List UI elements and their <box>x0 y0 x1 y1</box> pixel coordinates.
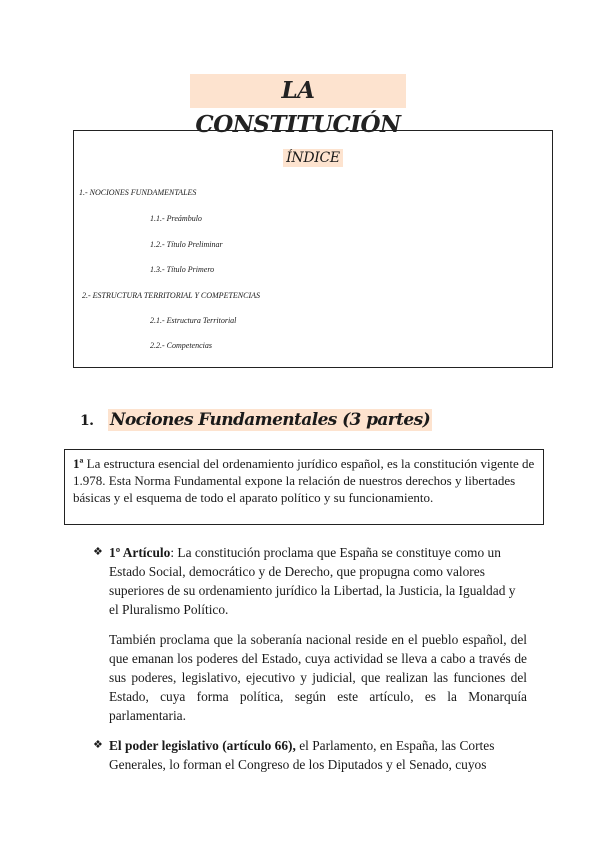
index-item: 1.3.- Título Primero <box>150 265 215 274</box>
article1-paragraph: 1º Artículo: La constitución proclama que España se constituye como un Estado Social, democrático y de Derecho, que propugna como valores superiores de su ordenamiento jurídico la Libertad, la Justicia, la Igualdad y el Pluralismo Político. <box>109 545 516 617</box>
diamond-bullet-icon: ❖ <box>93 546 103 558</box>
legislative-paragraph: El poder legislativo (artículo 66), el Parlamento, en España, las Cortes Generales, lo forman el Congreso de los Diputados y el Senado, cuyos <box>109 738 495 772</box>
intro-text: La estructura esencial del ordenamiento jurídico español, es la constitución vigente de 1.978. Esta Norma Fundamental expone la relación de nuestros derechos y libertades básicas y el esquema de todo el aparato político y su funcionamiento. <box>73 456 535 505</box>
index-item: 2.- ESTRUCTURA TERRITORIAL Y COMPETENCIAS <box>82 291 261 300</box>
index-item: 2.2.- Competencias <box>150 341 212 350</box>
section-heading: 1. Nociones Fundamentales (3 partes) <box>80 410 431 430</box>
index-item: 1.- NOCIONES FUNDAMENTALES <box>79 188 197 197</box>
intro-lead: 1ª <box>73 456 84 471</box>
sovereignty-paragraph: También proclama que la soberanía nacional reside en el pueblo español, del que emanan los poderes del Estado, cuya actividad se lleva a cabo a través de sus poderes, legislativo, ejecutivo y judicial, que realizan las funciones del Estado, cuya forma política, según este artículo, es la Monarquía parlamentaria. <box>109 632 527 723</box>
index-item: 1.1.- Preámbulo <box>150 214 202 223</box>
intro-box <box>64 449 544 525</box>
index-heading: ÍNDICE <box>74 149 552 167</box>
index-item: 1.2.- Título Preliminar <box>150 240 223 249</box>
index-box <box>73 130 553 368</box>
index-item: 2.1.- Estructura Territorial <box>150 316 237 325</box>
diamond-bullet-icon: ❖ <box>93 739 103 751</box>
page-title: LA CONSTITUCIÓN <box>190 74 406 108</box>
